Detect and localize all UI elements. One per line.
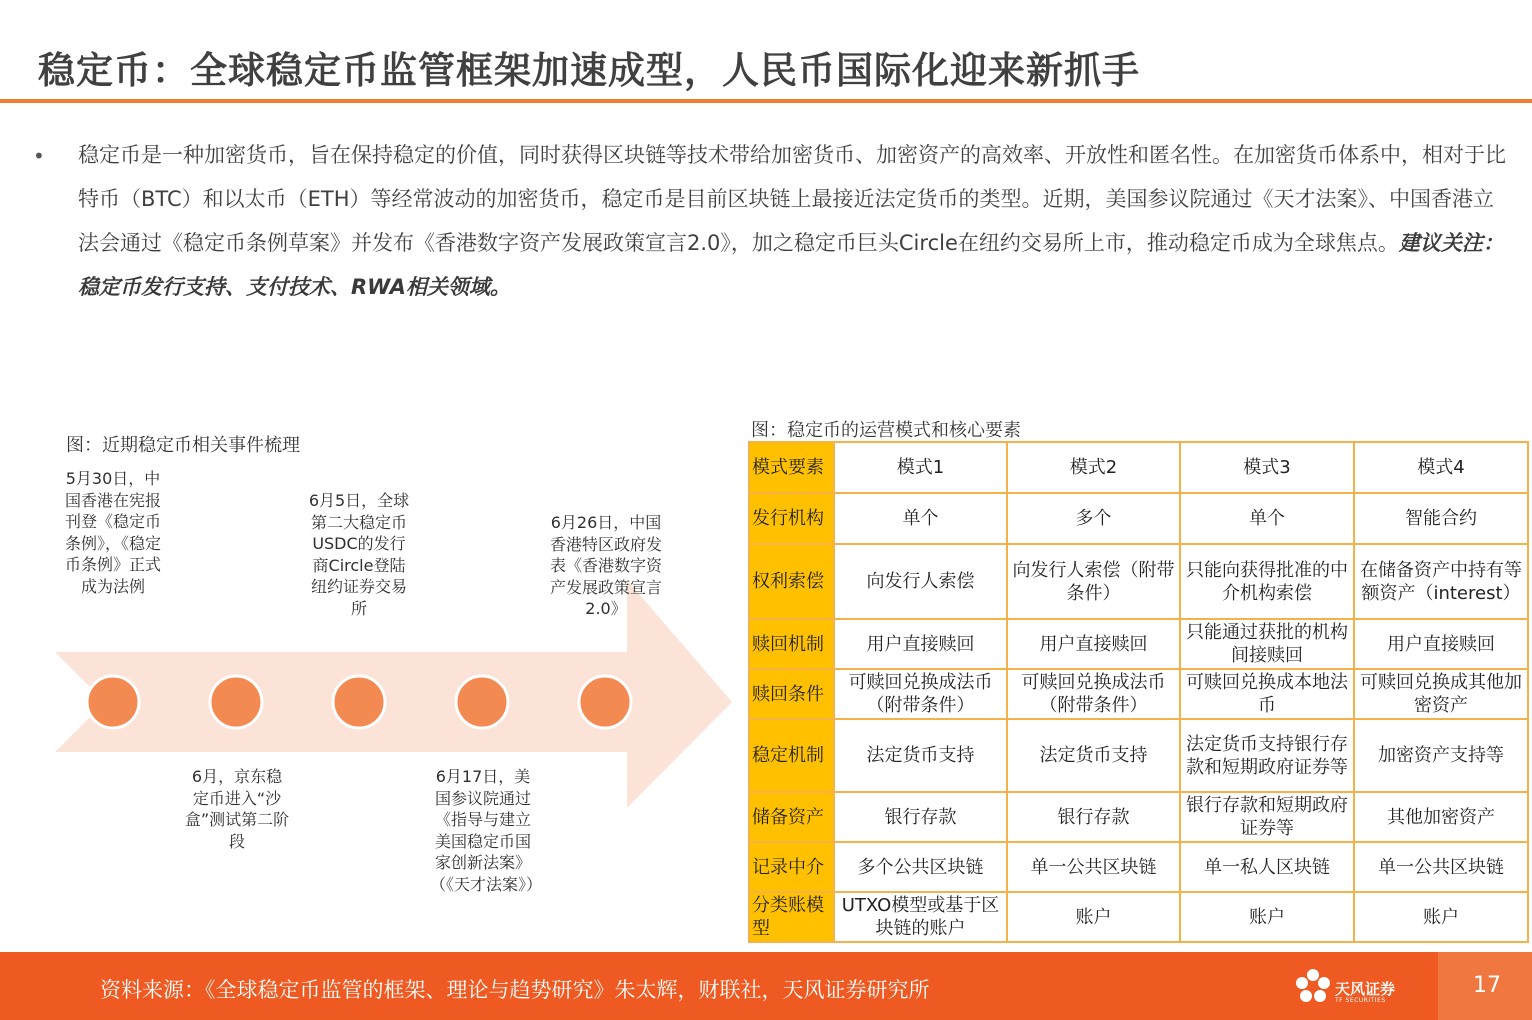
table-header-row (749, 442, 1528, 493)
table-cell: 可赎回兑换成本地法币 (1180, 669, 1354, 719)
header-cell-mode-4: 模式4 (1354, 442, 1528, 493)
table-cell: 只能通过获批的机构间接赎回 (1180, 619, 1354, 669)
table-row-claim (749, 544, 1528, 619)
timeline-event-3: 6月5日，全球第二大稳定币USDC的发行商Circle登陆纽约证券交易所 (308, 491, 410, 618)
row-label: 赎回条件 (749, 669, 834, 719)
header-cell-mode-1: 模式1 (834, 442, 1007, 493)
bullet-body: 稳定币是一种加密货币，旨在保持稳定的价值，同时获得区块链等技术带给加密货币、加密资产的高效率、开放性和匿名性。在加密货币体系中，相对于比特币（BTC）和以太币（ETH）等经常波动的加密货币，稳定币是目前区块链上最接近法定货币的类型。近期，美国参议院通过《天才法案》、中国香港立法会通过《稳定币条例草案》并发布《香港数字资产发展政策宣言2.0》，加之稳定币巨头Circle在纽约交易所上市，推动稳定币成为全球焦点。 (78, 143, 1506, 255)
table-cell: 单一公共区块链 (1007, 842, 1180, 892)
table-cell: 银行存款 (1007, 792, 1180, 842)
table-cell: 账户 (1007, 892, 1180, 942)
table-cell: 法定货币支持银行存款和短期政府证券等 (1180, 719, 1354, 792)
table-cell: 账户 (1180, 892, 1354, 942)
timeline-dot-1 (87, 676, 139, 728)
table-cell: 在储备资产中持有等额资产（interest） (1354, 544, 1528, 619)
header-cell-mode-3: 模式3 (1180, 442, 1354, 493)
row-label: 稳定机制 (749, 719, 834, 792)
logo-text-cn: 天风证券 (1335, 980, 1396, 998)
table-cell: 用户直接赎回 (834, 619, 1007, 669)
timeline-dot-5 (579, 676, 631, 728)
table-cell: 银行存款和短期政府证券等 (1180, 792, 1354, 842)
table-cell: 单一公共区块链 (1354, 842, 1528, 892)
table-cell: 用户直接赎回 (1007, 619, 1180, 669)
operating-model-table (748, 441, 1529, 943)
bullet-paragraph (78, 133, 1508, 309)
table-cell: 向发行人索偿（附带条件） (1007, 544, 1180, 619)
table-cell: 其他加密资产 (1354, 792, 1528, 842)
bullet-emphasis: 建议关注：稳定币发行支持、支付技术、RWA相关领域。 (78, 231, 1504, 299)
table-cell: 可赎回兑换成其他加密资产 (1354, 669, 1528, 719)
table-cell: 可赎回兑换成法币（附带条件） (1007, 669, 1180, 719)
table-row-reserve (749, 792, 1528, 842)
timeline-event-2: 6月，京东稳定币进入“沙盒”测试第二阶段 (184, 767, 290, 851)
row-label: 权利索偿 (749, 544, 834, 619)
table-row-ledger-model (749, 892, 1528, 942)
header-cell-mode-2: 模式2 (1007, 442, 1180, 493)
row-label: 发行机构 (749, 493, 834, 544)
table-row-redemption-condition (749, 669, 1528, 719)
table-cell: 可赎回兑换成法币（附带条件） (834, 669, 1007, 719)
table-cell: 单个 (1180, 493, 1354, 544)
table-cell: 银行存款 (834, 792, 1007, 842)
table-row-redemption-mechanism (749, 619, 1528, 669)
timeline-dot-4 (456, 676, 508, 728)
table-cell: 向发行人索偿 (834, 544, 1007, 619)
table-cell: 加密资产支持等 (1354, 719, 1528, 792)
table-cell: 账户 (1354, 892, 1528, 942)
table-cell: 只能向获得批准的中介机构索偿 (1180, 544, 1354, 619)
timeline-caption: 图：近期稳定币相关事件梳理 (66, 435, 300, 456)
table-caption: 图：稳定币的运营模式和核心要素 (751, 420, 1021, 441)
row-label: 赎回机制 (749, 619, 834, 669)
title-rule (0, 99, 1532, 103)
row-label: 分类账模型 (749, 892, 834, 942)
timeline-event-4: 6月17日，美国参议院通过《指导与建立美国稳定币国家创新法案》（《天才法案》） (430, 767, 543, 894)
table-cell: 多个公共区块链 (834, 842, 1007, 892)
bullet-marker: • (33, 144, 45, 168)
page-title: 稳定币：全球稳定币监管框架加速成型，人民币国际化迎来新抓手 (38, 49, 1140, 92)
table-cell: 单一私人区块链 (1180, 842, 1354, 892)
table-cell: 用户直接赎回 (1354, 619, 1528, 669)
timeline-dot-2 (210, 676, 262, 728)
table-cell: 多个 (1007, 493, 1180, 544)
header-cell-factor: 模式要素 (749, 442, 834, 493)
timeline-event-1: 5月30日，中国香港在宪报刊登《稳定币条例》，《稳定币条例》正式成为法例 (64, 469, 161, 596)
timeline-dot-3 (333, 676, 385, 728)
page-number: 17 (1473, 973, 1501, 998)
table-cell: UTXO模型或基于区块链的账户 (834, 892, 1007, 942)
tf-securities-logo-icon (1292, 966, 1334, 1008)
table-cell: 单个 (834, 493, 1007, 544)
table-row-issuer (749, 493, 1528, 544)
table-row-stability (749, 719, 1528, 792)
table-cell: 法定货币支持 (834, 719, 1007, 792)
row-label: 储备资产 (749, 792, 834, 842)
table-cell: 法定货币支持 (1007, 719, 1180, 792)
logo-text-en: TF SECURITIES (1335, 997, 1386, 1004)
footer-source: 资料来源：《全球稳定币监管的框架、理论与趋势研究》朱太辉，财联社，天风证券研究所 (100, 978, 930, 1002)
table-row-ledger-intermediary (749, 842, 1528, 892)
table-cell: 智能合约 (1354, 493, 1528, 544)
row-label: 记录中介 (749, 842, 834, 892)
timeline-event-5: 6月26日，中国香港特区政府发表《香港数字资产发展政策宣言2.0》 (550, 513, 663, 618)
